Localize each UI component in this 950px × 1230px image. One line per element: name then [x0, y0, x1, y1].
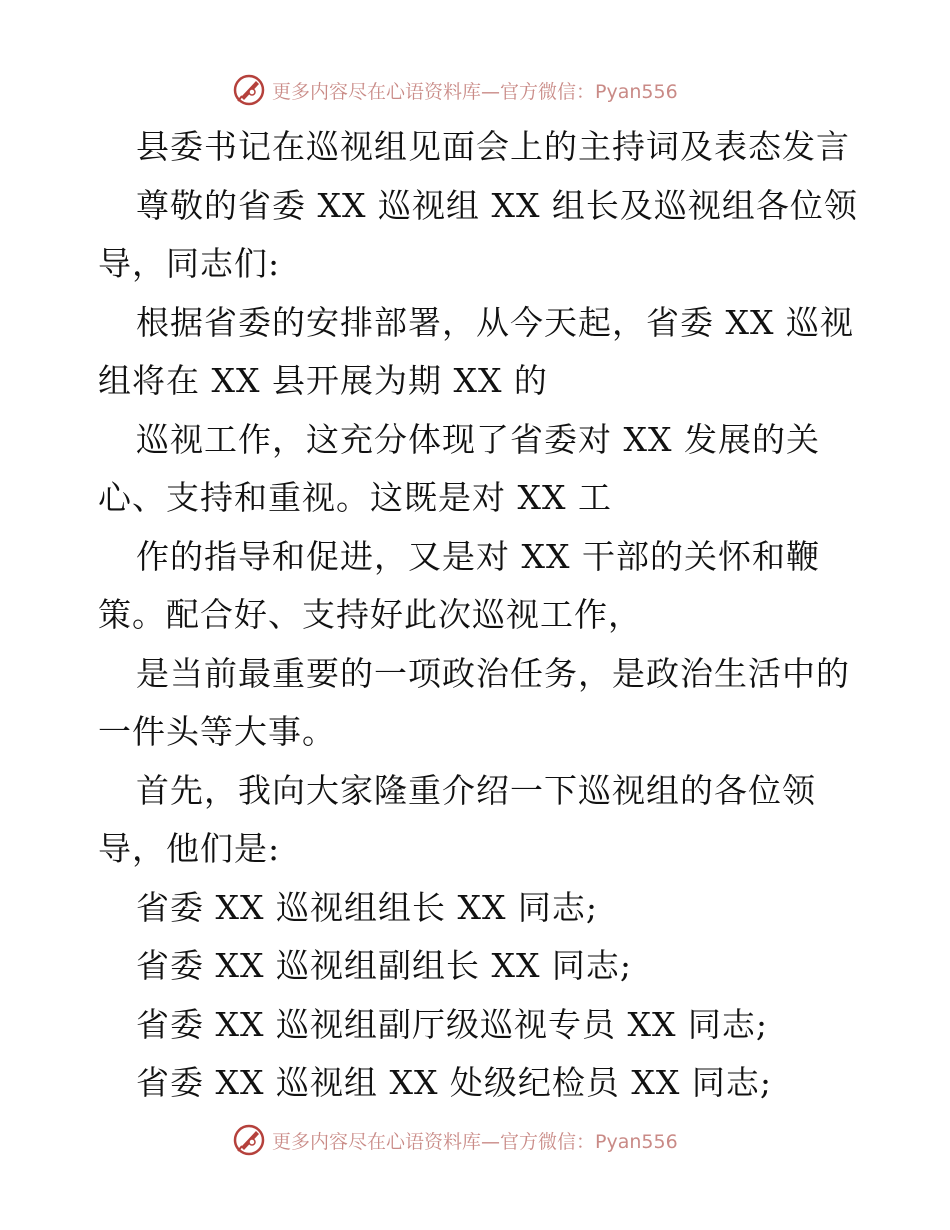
text-line: 导，他们是: — [98, 829, 281, 868]
quill-pen-seal-icon — [232, 1123, 266, 1157]
text-line: 根据省委的安排部署，从今天起，省委 XX 巡视 — [136, 302, 854, 342]
text-line: 导，同志们: — [98, 244, 281, 283]
text-line: 组将在 XX 县开展为期 XX 的 — [98, 361, 548, 400]
text-line: 一件头等大事。 — [98, 712, 336, 751]
list-item: 省委 XX 巡视组 XX 处级纪检员 XX 同志; — [136, 1063, 773, 1102]
banner-text: 更多内容尽在心语资料库—官方微信：Pyan556 — [272, 1130, 678, 1153]
text-line: 巡视工作，这充分体现了省委对 XX 发展的关 — [136, 419, 820, 459]
quill-pen-seal-icon — [232, 73, 266, 107]
list-item: 省委 XX 巡视组组长 XX 同志; — [136, 887, 599, 927]
document-title: 县委书记在巡视组见面会上的主持词及表态发言 — [136, 127, 850, 166]
text-line: 是当前最重要的一项政治任务，是政治生活中的 — [136, 653, 850, 693]
text-line: 尊敬的省委 XX 巡视组 XX 组长及巡视组各位领 — [136, 185, 858, 225]
document-body — [98, 118, 858, 1113]
text-line: 作的指导和促进，又是对 XX 干部的关怀和鞭 — [136, 536, 820, 576]
list-item: 省委 XX 巡视组副组长 XX 同志; — [136, 946, 633, 985]
banner-text: 更多内容尽在心语资料库—官方微信：Pyan556 — [272, 80, 678, 103]
footer-banner — [232, 1122, 678, 1158]
text-line: 心、支持和重视。这既是对 XX 工 — [98, 478, 612, 517]
list-item: 省委 XX 巡视组副厅级巡视专员 XX 同志; — [136, 1004, 769, 1044]
header-banner — [232, 72, 678, 108]
text-line: 首先，我向大家隆重介绍一下巡视组的各位领 — [136, 770, 816, 810]
text-line: 策。配合好、支持好此次巡视工作， — [98, 595, 642, 634]
